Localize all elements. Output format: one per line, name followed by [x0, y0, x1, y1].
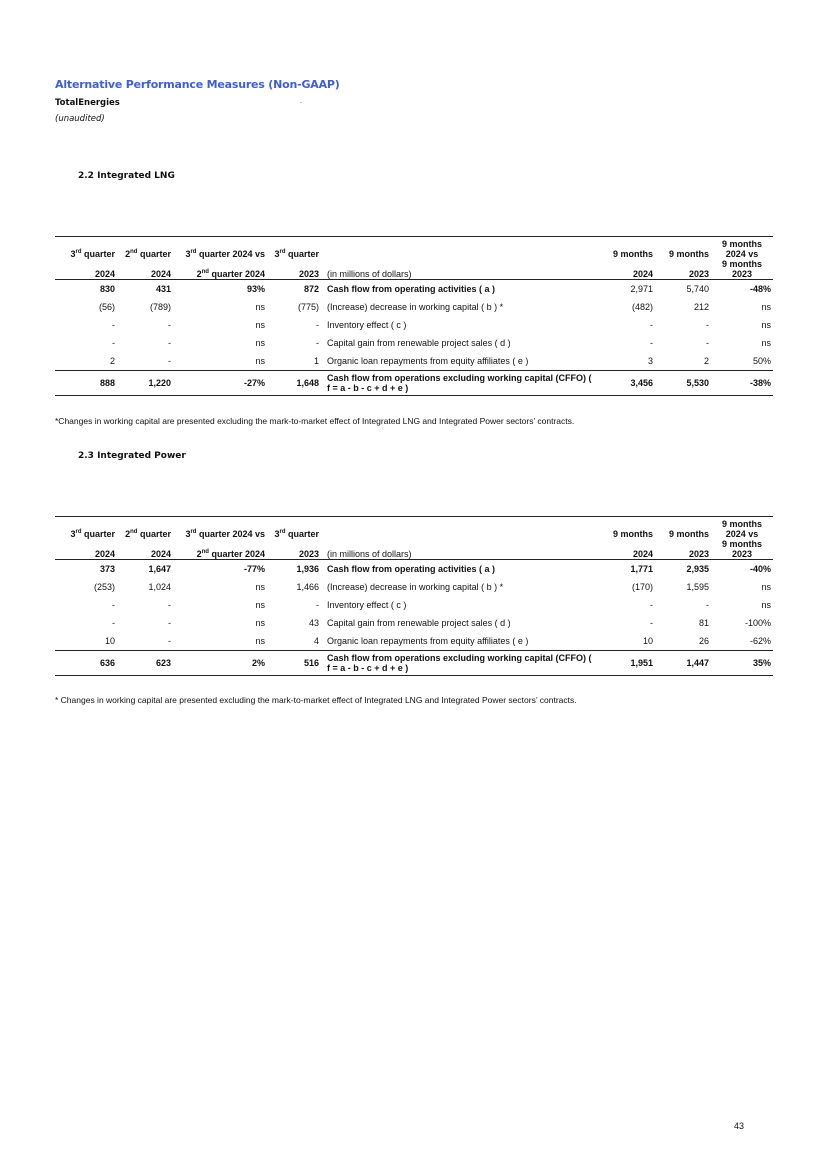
cell-q3-2024: 10 [104, 636, 115, 646]
col-header-q3-vs-q2: 3rd quarter 2024 vs [173, 237, 267, 260]
col-header-q2-2024: 2nd quarter [117, 517, 173, 540]
footnote-integrated-lng: *Changes in working capital are presented excluding the mark-to-market effect of Integrated LNG and Integrated Power sectors’ contracts. [55, 416, 575, 426]
cell-q3-2023: - [316, 320, 319, 330]
cell-q3-2023: 1 [313, 356, 319, 366]
cell-m9-2023: 81 [698, 618, 709, 628]
cell-m9-2024: 3,456 [597, 371, 655, 396]
cell-q3-2023: 516 [267, 651, 321, 676]
table-row [55, 280, 773, 299]
cell-q2-2024: 1,220 [117, 371, 173, 396]
units-label: (in millions of dollars) [327, 269, 412, 279]
cell-m9-2023: - [706, 320, 709, 330]
page-number: 43 [734, 1121, 745, 1131]
cell-label: Organic loan repayments from equity affiliates ( e ) [327, 356, 529, 366]
cell-q3-2024: - [112, 618, 115, 628]
section-title-integrated-power: 2.3 Integrated Power [78, 451, 186, 461]
cell-q3-vs-q2: ns [255, 302, 265, 312]
cell-q3-2023: 1,936 [267, 560, 321, 579]
col-subheader-q2-2024: 2024 [150, 269, 171, 279]
table-row [55, 560, 773, 579]
col-subheader-q3-2023: 2023 [298, 269, 319, 279]
cell-q2-2024: (789) [149, 302, 171, 312]
cell-q2-2024: - [168, 320, 171, 330]
table-row [55, 578, 773, 596]
cell-label: Cash flow from operating activities ( a ) [321, 280, 597, 299]
cell-m9-2023: 5,740 [655, 280, 711, 299]
cell-m9-vs: -100% [744, 618, 771, 628]
table-row [55, 371, 773, 396]
col-subheader-9m-2024: 2024 [632, 549, 653, 559]
cell-m9-vs: ns [761, 302, 771, 312]
col-subheader-q3-2023: 2023 [298, 549, 319, 559]
cell-m9-2023: 212 [693, 302, 709, 312]
unaudited-label: (unaudited) [55, 114, 105, 124]
cell-m9-2024: (170) [631, 582, 653, 592]
cell-m9-vs: 35% [711, 651, 773, 676]
col-subheader-q2-2024: 2024 [150, 549, 171, 559]
col-header-9m-vs: 9 months 2024 vs [711, 237, 773, 260]
cell-m9-vs: 50% [752, 356, 771, 366]
units-label: (in millions of dollars) [327, 549, 412, 559]
cell-label: Cash flow from operations excluding working capital (CFFO) ( f = a - b - c + d + e ) [321, 371, 597, 396]
cell-m9-vs: ns [761, 600, 771, 610]
cell-q3-2024: - [112, 338, 115, 348]
col-subheader-9m-2023: 2023 [688, 269, 709, 279]
table-row [55, 632, 773, 651]
cell-m9-2024: 1,951 [597, 651, 655, 676]
cell-q3-2024: (253) [93, 582, 115, 592]
cell-m9-vs: -48% [711, 280, 773, 299]
cell-m9-2024: - [650, 338, 653, 348]
col-header-q2-2024: 2nd quarter [117, 237, 173, 260]
cell-q3-vs-q2: ns [255, 618, 265, 628]
cell-m9-vs: -40% [711, 560, 773, 579]
cell-m9-2024: 2,971 [597, 280, 655, 299]
col-header-q3-vs-q2: 3rd quarter 2024 vs [173, 517, 267, 540]
col-header-q3-2024: 3rd quarter [55, 237, 117, 260]
cell-q3-2023: 4 [313, 636, 319, 646]
col-subheader-9m-vs: 9 months 2023 [721, 259, 762, 279]
cell-m9-2023: - [706, 600, 709, 610]
cell-m9-2024: - [650, 600, 653, 610]
col-header-q3-2023: 3rd quarter [267, 517, 321, 540]
col-header-9m-2024: 9 months [597, 237, 655, 260]
cell-q3-2024: 830 [55, 280, 117, 299]
cell-q2-2024: 623 [117, 651, 173, 676]
table-row [55, 352, 773, 371]
cell-q2-2024: - [168, 338, 171, 348]
col-subheader-9m-2024: 2024 [632, 269, 653, 279]
cell-m9-vs: ns [761, 582, 771, 592]
cell-m9-2023: 1,595 [686, 582, 709, 592]
cell-q3-2024: 2 [109, 356, 115, 366]
cell-label: Organic loan repayments from equity affiliates ( e ) [327, 636, 529, 646]
col-subheader-q3-2024: 2024 [94, 269, 115, 279]
header-dot: . [300, 98, 302, 105]
cell-q3-2023: 1,648 [267, 371, 321, 396]
cell-q3-2023: (775) [297, 302, 319, 312]
cell-q3-vs-q2: ns [255, 636, 265, 646]
cell-q2-2024: 1,024 [148, 582, 171, 592]
cell-q3-2024: 373 [55, 560, 117, 579]
cell-q3-vs-q2: ns [255, 600, 265, 610]
section-title-integrated-lng: 2.2 Integrated LNG [78, 171, 175, 181]
cell-label: Inventory effect ( c ) [327, 600, 407, 610]
cell-m9-2023: 26 [698, 636, 709, 646]
cell-m9-vs: -38% [711, 371, 773, 396]
cell-m9-2024: 3 [647, 356, 653, 366]
integrated-lng-rows [55, 280, 773, 396]
cell-m9-2023: - [706, 338, 709, 348]
table-row [55, 316, 773, 334]
cell-q3-2023: 1,466 [296, 582, 319, 592]
table-row [55, 334, 773, 352]
cell-q3-2024: 636 [55, 651, 117, 676]
col-header-9m-2023: 9 months [655, 237, 711, 260]
cell-label: Cash flow from operating activities ( a ) [321, 560, 597, 579]
cell-m9-2023: 1,447 [655, 651, 711, 676]
cell-q3-2023: 43 [308, 618, 319, 628]
footnote-integrated-power: * Changes in working capital are presented excluding the mark-to-market effect of Integrated LNG and Integrated Power sectors’ contracts. [55, 695, 577, 705]
col-header-q3-2024: 3rd quarter [55, 517, 117, 540]
company-name: TotalEnergies [55, 98, 120, 108]
cell-q3-2024: 888 [55, 371, 117, 396]
cell-q3-2023: 872 [267, 280, 321, 299]
table-row [55, 298, 773, 316]
page-header-title: Alternative Performance Measures (Non-GAAP) [55, 78, 340, 91]
cell-m9-vs: -62% [749, 636, 771, 646]
cell-q3-vs-q2: 93% [173, 280, 267, 299]
cell-q3-vs-q2: ns [255, 582, 265, 592]
cell-m9-vs: ns [761, 338, 771, 348]
cell-m9-2024: - [650, 320, 653, 330]
col-header-9m-2023: 9 months [655, 517, 711, 540]
col-subheader-9m-2023: 2023 [688, 549, 709, 559]
cell-q3-vs-q2: ns [255, 320, 265, 330]
col-subheader-q3-vs-q2: 2nd quarter 2024 [196, 549, 265, 559]
cell-q2-2024: - [168, 618, 171, 628]
cell-label: Inventory effect ( c ) [327, 320, 407, 330]
cell-m9-2024: 10 [642, 636, 653, 646]
table-row [55, 596, 773, 614]
cell-q3-2023: - [316, 600, 319, 610]
cell-m9-vs: ns [761, 320, 771, 330]
cell-q3-2023: - [316, 338, 319, 348]
cell-m9-2024: 1,771 [597, 560, 655, 579]
cell-q3-vs-q2: -77% [173, 560, 267, 579]
cell-q3-vs-q2: -27% [173, 371, 267, 396]
table-row [55, 651, 773, 676]
cell-q3-2024: - [112, 600, 115, 610]
cell-q2-2024: - [168, 600, 171, 610]
cell-label: (Increase) decrease in working capital ( b ) * [327, 582, 504, 592]
integrated-lng-table [55, 236, 773, 396]
cell-q2-2024: 1,647 [117, 560, 173, 579]
col-subheader-q3-2024: 2024 [94, 549, 115, 559]
col-subheader-q3-vs-q2: 2nd quarter 2024 [196, 269, 265, 279]
col-header-9m-vs: 9 months 2024 vs [711, 517, 773, 540]
cell-q3-vs-q2: ns [255, 338, 265, 348]
cell-q3-2024: (56) [98, 302, 115, 312]
integrated-power-table [55, 516, 773, 676]
cell-q2-2024: 431 [117, 280, 173, 299]
cell-m9-2023: 2 [703, 356, 709, 366]
cell-m9-2023: 2,935 [655, 560, 711, 579]
cell-label: Capital gain from renewable project sales ( d ) [327, 618, 511, 628]
cell-q3-2024: - [112, 320, 115, 330]
cell-q3-vs-q2: ns [255, 356, 265, 366]
cell-q3-vs-q2: 2% [173, 651, 267, 676]
col-subheader-9m-vs: 9 months 2023 [721, 539, 762, 559]
cell-m9-2024: (482) [631, 302, 653, 312]
col-header-q3-2023: 3rd quarter [267, 237, 321, 260]
cell-label: (Increase) decrease in working capital ( b ) * [327, 302, 504, 312]
col-header-9m-2024: 9 months [597, 517, 655, 540]
cell-q2-2024: - [168, 356, 171, 366]
cell-label: Capital gain from renewable project sales ( d ) [327, 338, 511, 348]
cell-q2-2024: - [168, 636, 171, 646]
cell-m9-2024: - [650, 618, 653, 628]
table-row [55, 614, 773, 632]
cell-label: Cash flow from operations excluding working capital (CFFO) ( f = a - b - c + d + e ) [321, 651, 597, 676]
integrated-power-rows [55, 560, 773, 676]
cell-m9-2023: 5,530 [655, 371, 711, 396]
